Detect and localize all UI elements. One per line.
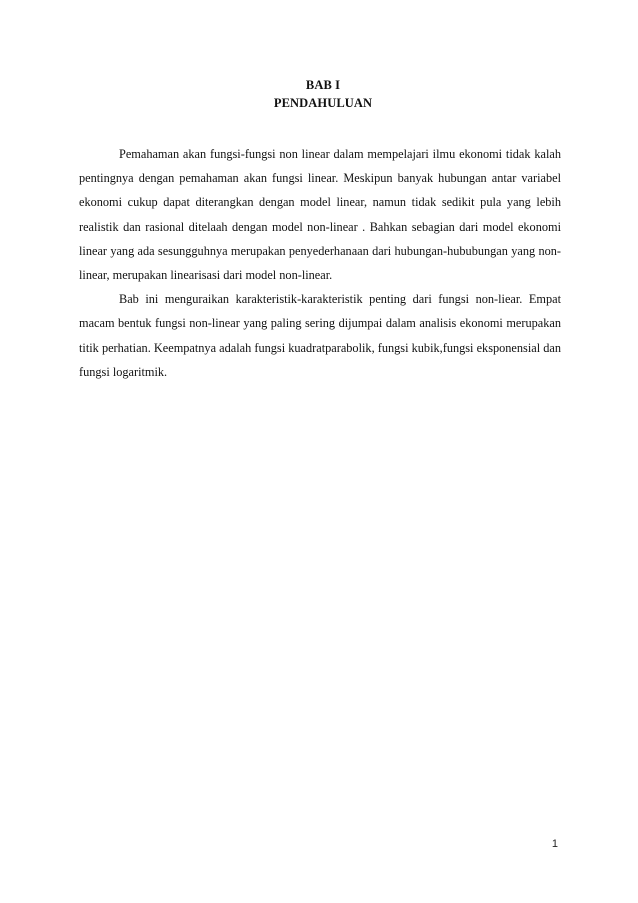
paragraph: Bab ini menguraikan karakteristik-karakteristik penting dari fungsi non-liear. Empat macam bentuk fungsi non-linear yang paling sering dijumpai dalam analisis ekonomi merupakan titik perhatian. Keempatnya adalah fungsi kuadratparabolik, fungsi kubik,fungsi eksponensial dan fungsi logaritmik.: [79, 292, 561, 379]
page-number: 1: [551, 838, 558, 850]
chapter-number: BAB I: [305, 78, 341, 92]
body-text: [79, 142, 561, 384]
chapter-title: PENDAHULUAN: [273, 96, 373, 110]
paragraph: Pemahaman akan fungsi-fungsi non linear dalam mempelajari ilmu ekonomi tidak kalah pentingnya dengan pemahaman akan fungsi linear. Meskipun banyak hubungan antar variabel ekonomi cukup dapat diterangkan dengan model linear, namun tidak sedikit pula yang lebih realistik dan rasional ditelaah dengan model non-linear . Bahkan sebagian dari model ekonomi linear yang ada sesungguhnya merupakan penyederhanaan dari hubungan-hububungan yang non-linear, merupakan linearisasi dari model non-linear.: [79, 147, 561, 283]
